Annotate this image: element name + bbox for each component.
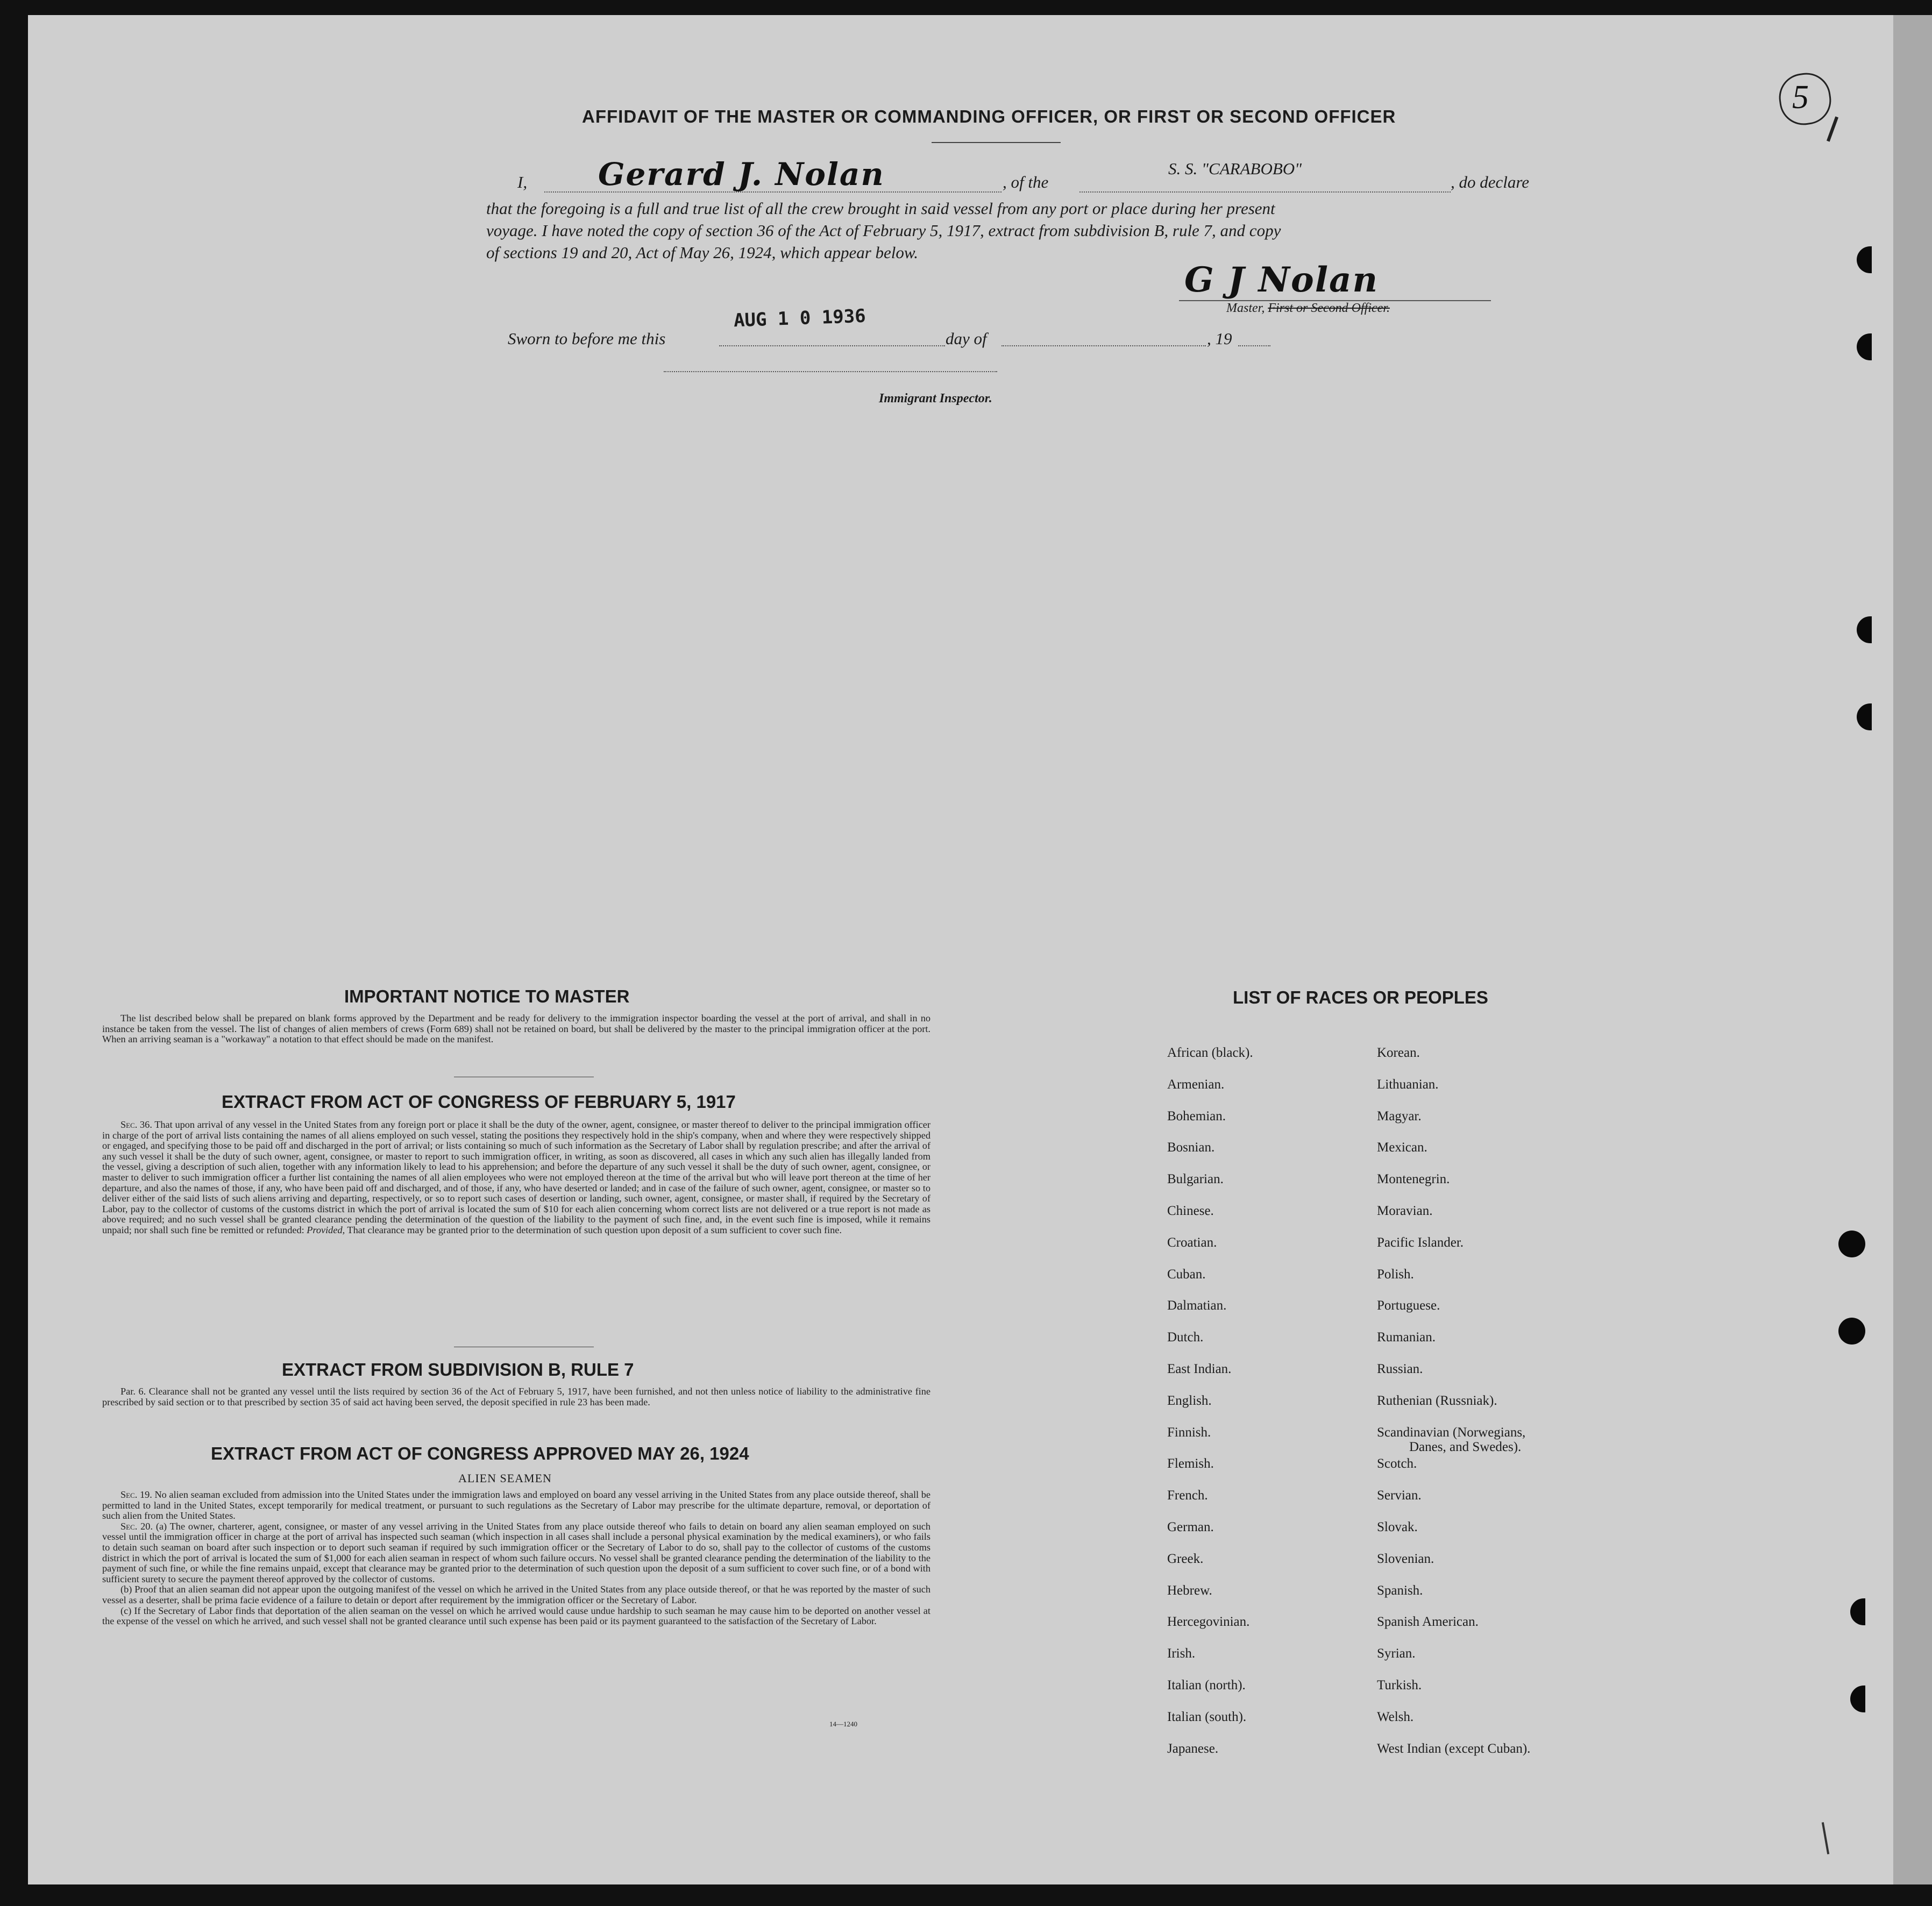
race-item: Bulgarian. — [1167, 1172, 1224, 1187]
race-item: Croatian. — [1167, 1235, 1217, 1250]
race-item: Korean. — [1377, 1046, 1420, 1060]
race-item: Japanese. — [1167, 1741, 1219, 1756]
race-item: Irish. — [1167, 1646, 1196, 1661]
race-item: West Indian (except Cuban). — [1377, 1741, 1531, 1756]
race-item: Moravian. — [1377, 1204, 1433, 1218]
year-label: , 19 — [1207, 329, 1232, 348]
rule-7-body — [102, 1386, 931, 1407]
race-item: Magyar. — [1377, 1108, 1422, 1123]
sworn-year-line — [1238, 345, 1270, 346]
race-item: Rumanian. — [1377, 1330, 1436, 1345]
sec-19-text: No alien seaman excluded from admission into the United States under the immigration laws and employed on board any vessel arriving in the United States from any place outside thereof, shall be permitted to land in the United States, except temporarily for medical treatment, or pursuant to such regulations as the Secretary of Labor may prescribe for the ultimate departure, removal, or deportation of such alien from the United States. — [102, 1489, 931, 1521]
race-item: Polish. — [1377, 1267, 1414, 1282]
page-edge — [1893, 15, 1932, 1884]
notice-body — [102, 1013, 931, 1045]
race-item: Finnish. — [1167, 1425, 1211, 1440]
affidavit-line-3: voyage. I have noted the copy of section 36 of the Act of February 5, 1917, extract from subdivision B, rule 7, and copy — [486, 221, 1281, 240]
vessel-name: S. S. "CARABOBO" — [1168, 159, 1302, 178]
sec-36-label: Sec. 36. — [120, 1119, 152, 1130]
alien-seamen-subtitle: ALIEN SEAMEN — [458, 1471, 552, 1485]
sec-20a-text: (a) The owner, charterer, agent, consignee, or master of any vessel arriving in the United States from any place outside thereof who fails to detain on board any alien seaman employed on such vessel until the immigration officer in charge at the port of arrival has inspected such seaman (which inspection in all cases shall include a personal physical examination by the medical examiners), or who fails to detain such seaman on board after such inspection or to deport such seaman if required by such immigration officer or the Secretary of Labor to do so, shall pay to the collector of customs of the customs district in which the port of arrival is located the sum of $1,000 for each alien seaman in respect of whom such failure occurs. No vessel shall be granted clearance pending the determination of the liability to the payment of such fine, or while the fine remains unpaid, except that clearance may be granted prior to the determination of such question upon the deposit of a sum sufficient to cover such fine, or of a bond with sufficient surety to secure the payment thereof approved by the collector of customs. — [102, 1520, 931, 1584]
sec-20c-text: (c) If the Secretary of Labor finds that deportation of the alien seaman on the vessel on which he arrived would cause undue hardship to such seaman he may cause him to be deported on another vessel at the expense of the vessel on which he arrived, and such vessel shall not be granted clearance until such expense has been paid or its payment guaranteed to the satisfaction of the Secretary of Labor. — [102, 1605, 931, 1627]
affidavit-title: AFFIDAVIT OF THE MASTER OR COMMANDING OFFICER, OR FIRST OR SECOND OFFICER — [582, 106, 1396, 126]
race-item: French. — [1167, 1488, 1208, 1503]
race-item: Russian. — [1377, 1362, 1423, 1376]
race-item: Danes, and Swedes). — [1409, 1439, 1522, 1454]
race-item: Pacific Islander. — [1377, 1235, 1464, 1250]
officer-title — [1226, 301, 1390, 316]
sec-36-text: That upon arrival of any vessel in the United States from any foreign port or place it shall be the duty of the owner, agent, consignee, or master thereof to deliver to the principal immigration officer in charge of the port of arrival lists containing the names of all aliens employed on such vessel, stating the positions they respectively hold in the ship's company, when and where they were respectively shipped or engaged, and specifying those to be paid off and discharged in the port of arrival; or lists containing so much of such information as the Secretary of Labor shall by regulation prescribe; and after the arrival of any such vessel it shall be the duty of such owner, agent, consignee, or master to report to such immigration officer, in writing, as soon as discovered, all cases in which any such alien has illegally landed from the vessel, giving a description of such alien, together with any information likely to lead to his apprehension; and before the departure of any such vessel it shall be the duty of such owner, agent, consignee, or master to deliver to such immigration officer a further list containing the names of all alien employees who were not employed thereon at the time of the arrival but who will leave port thereon at the time of her departure, and also the names of those, if any, who have been paid off and discharged, and of those, if any, who have deserted or landed; and in case of the failure of such owner, agent, consignee, or master so to deliver either of the said lists of such aliens arriving and departing, respectively, or so to report such cases of desertion or landing, such owner, agent, consignee, or master shall, if required by the Secretary of Labor, pay to the collector of customs of the customs district in which the port of arrival is located the sum of $10 for each alien concerning whom correct lists are not delivered or a true report is not made as above required; and no such vessel shall be granted clearance pending the determination of the question of the liability to the payment of such fine, and, in the event such fine is imposed, while it remains unpaid; nor shall such fine be remitted or refunded: — [102, 1119, 931, 1235]
race-item: Servian. — [1377, 1488, 1422, 1503]
race-item: German. — [1167, 1520, 1214, 1534]
affidavit-line-2: that the foregoing is a full and true list of all the crew brought in said vessel from any port or place during her present — [486, 199, 1275, 218]
race-item: Dutch. — [1167, 1330, 1204, 1345]
form-number: 14—1240 — [829, 1720, 857, 1728]
race-item: Portuguese. — [1377, 1298, 1440, 1313]
race-item: Lithuanian. — [1377, 1077, 1439, 1092]
race-item: Armenian. — [1167, 1077, 1225, 1092]
document-page — [28, 15, 1893, 1884]
binder-hole — [1838, 1231, 1865, 1257]
sec-20b-text: (b) Proof that an alien seaman did not appear upon the outgoing manifest of the vessel on which he arrived in the United States from any place outside thereof, or that he was reported by the master of such vessel as a deserter, shall be prima facie evidence of a failure to detain or deport after requirement by the immigration officer or the Secretary of Labor. — [102, 1584, 931, 1605]
race-item: Mexican. — [1377, 1140, 1427, 1155]
officer-signature: G J Nolan — [1184, 260, 1379, 300]
binder-hole — [1838, 1318, 1865, 1345]
race-item: Scandinavian (Norwegians, — [1377, 1425, 1526, 1440]
race-item: Spanish American. — [1377, 1615, 1479, 1630]
race-item: Slovenian. — [1377, 1551, 1434, 1566]
race-item: Italian (south). — [1167, 1709, 1247, 1724]
rule-7-title: EXTRACT FROM SUBDIVISION B, RULE 7 — [282, 1360, 634, 1379]
race-item: Bosnian. — [1167, 1140, 1215, 1155]
race-item: Dalmatian. — [1167, 1298, 1227, 1313]
race-item: Welsh. — [1377, 1709, 1414, 1724]
race-item: Ruthenian (Russniak). — [1377, 1393, 1497, 1408]
date-stamp: AUG 1 0 1936 — [733, 305, 866, 332]
race-item: Turkish. — [1377, 1678, 1422, 1692]
race-item: Spanish. — [1377, 1583, 1423, 1598]
ink-mark — [1822, 1822, 1829, 1854]
race-item: Bohemian. — [1167, 1108, 1226, 1123]
race-item: Greek. — [1167, 1551, 1204, 1566]
officer-title-struck: First or Second Officer. — [1268, 301, 1390, 315]
act-1924-body — [102, 1490, 931, 1627]
sec-19-label: Sec. 19. — [120, 1489, 152, 1500]
title-divider — [932, 142, 1061, 143]
do-declare-label: , do declare — [1451, 173, 1530, 191]
race-item: Scotch. — [1377, 1456, 1417, 1471]
sec-20-label: Sec. 20. — [120, 1520, 153, 1532]
act-1917-title: EXTRACT FROM ACT OF CONGRESS OF FEBRUARY 5, 1917 — [222, 1092, 736, 1112]
notice-title: IMPORTANT NOTICE TO MASTER — [344, 986, 630, 1006]
race-item: Slovak. — [1377, 1520, 1418, 1534]
race-item: Hercegovinian. — [1167, 1615, 1250, 1630]
page-number: 5 — [1792, 79, 1809, 116]
proviso-text: That clearance may be granted prior to the determination of such question upon deposit of a sum sufficient to cover such fine. — [347, 1224, 842, 1235]
of-the-label: , of the — [1003, 173, 1049, 191]
race-item: Flemish. — [1167, 1456, 1214, 1471]
race-item: Italian (north). — [1167, 1678, 1246, 1692]
sworn-label: Sworn to before me this — [508, 329, 666, 348]
race-item: Chinese. — [1167, 1204, 1214, 1218]
race-item: Syrian. — [1377, 1646, 1416, 1661]
affidavit-i-label: I, — [517, 173, 528, 191]
notice-text: The list described below shall be prepared on blank forms approved by the Department and be ready for delivery to the immigration inspector boarding the vessel at the port of arrival, and shall in no instance be taken from the vessel. The list of changes of alien members of crews (Form 689) shall not be retained on board, but shall be delivered by the master to the principal immigration officer at the port. When an arriving seaman is a "workaway" a notation to that effect should be made on the manifest. — [102, 1013, 931, 1045]
race-item: East Indian. — [1167, 1362, 1232, 1376]
race-item: African (black). — [1167, 1046, 1253, 1060]
proviso-label: Provided, — [307, 1224, 345, 1235]
act-1924-title: EXTRACT FROM ACT OF CONGRESS APPROVED MAY 26, 1924 — [211, 1443, 749, 1463]
inspector-line — [664, 371, 997, 372]
sworn-day-line — [719, 345, 945, 346]
ink-mark — [1827, 116, 1838, 141]
race-item: Hebrew. — [1167, 1583, 1212, 1598]
rule-7-text: Par. 6. Clearance shall not be granted any vessel until the lists required by section 36 of the Act of February 5, 1917, have been furnished, and not then unless notice of liability to the administrative fine prescribed by said section or to that prescribed by section 35 of said act having been served, the deposit specified in rule 23 has been made. — [102, 1386, 931, 1407]
race-item: English. — [1167, 1393, 1212, 1408]
affidavit-line-4: of sections 19 and 20, Act of May 26, 1924, which appear below. — [486, 243, 919, 262]
race-item: Montenegrin. — [1377, 1172, 1450, 1187]
declarant-signature: Gerard J. Nolan — [598, 156, 885, 193]
day-of-label: day of — [946, 329, 987, 348]
races-title: LIST OF RACES OR PEOPLES — [1233, 987, 1488, 1007]
act-1917-body — [102, 1120, 931, 1236]
vessel-line — [1079, 191, 1451, 193]
inspector-label: Immigrant Inspector. — [879, 392, 992, 406]
race-item: Cuban. — [1167, 1267, 1206, 1282]
officer-title-master: Master, — [1226, 301, 1265, 315]
sworn-month-line — [1001, 345, 1206, 346]
